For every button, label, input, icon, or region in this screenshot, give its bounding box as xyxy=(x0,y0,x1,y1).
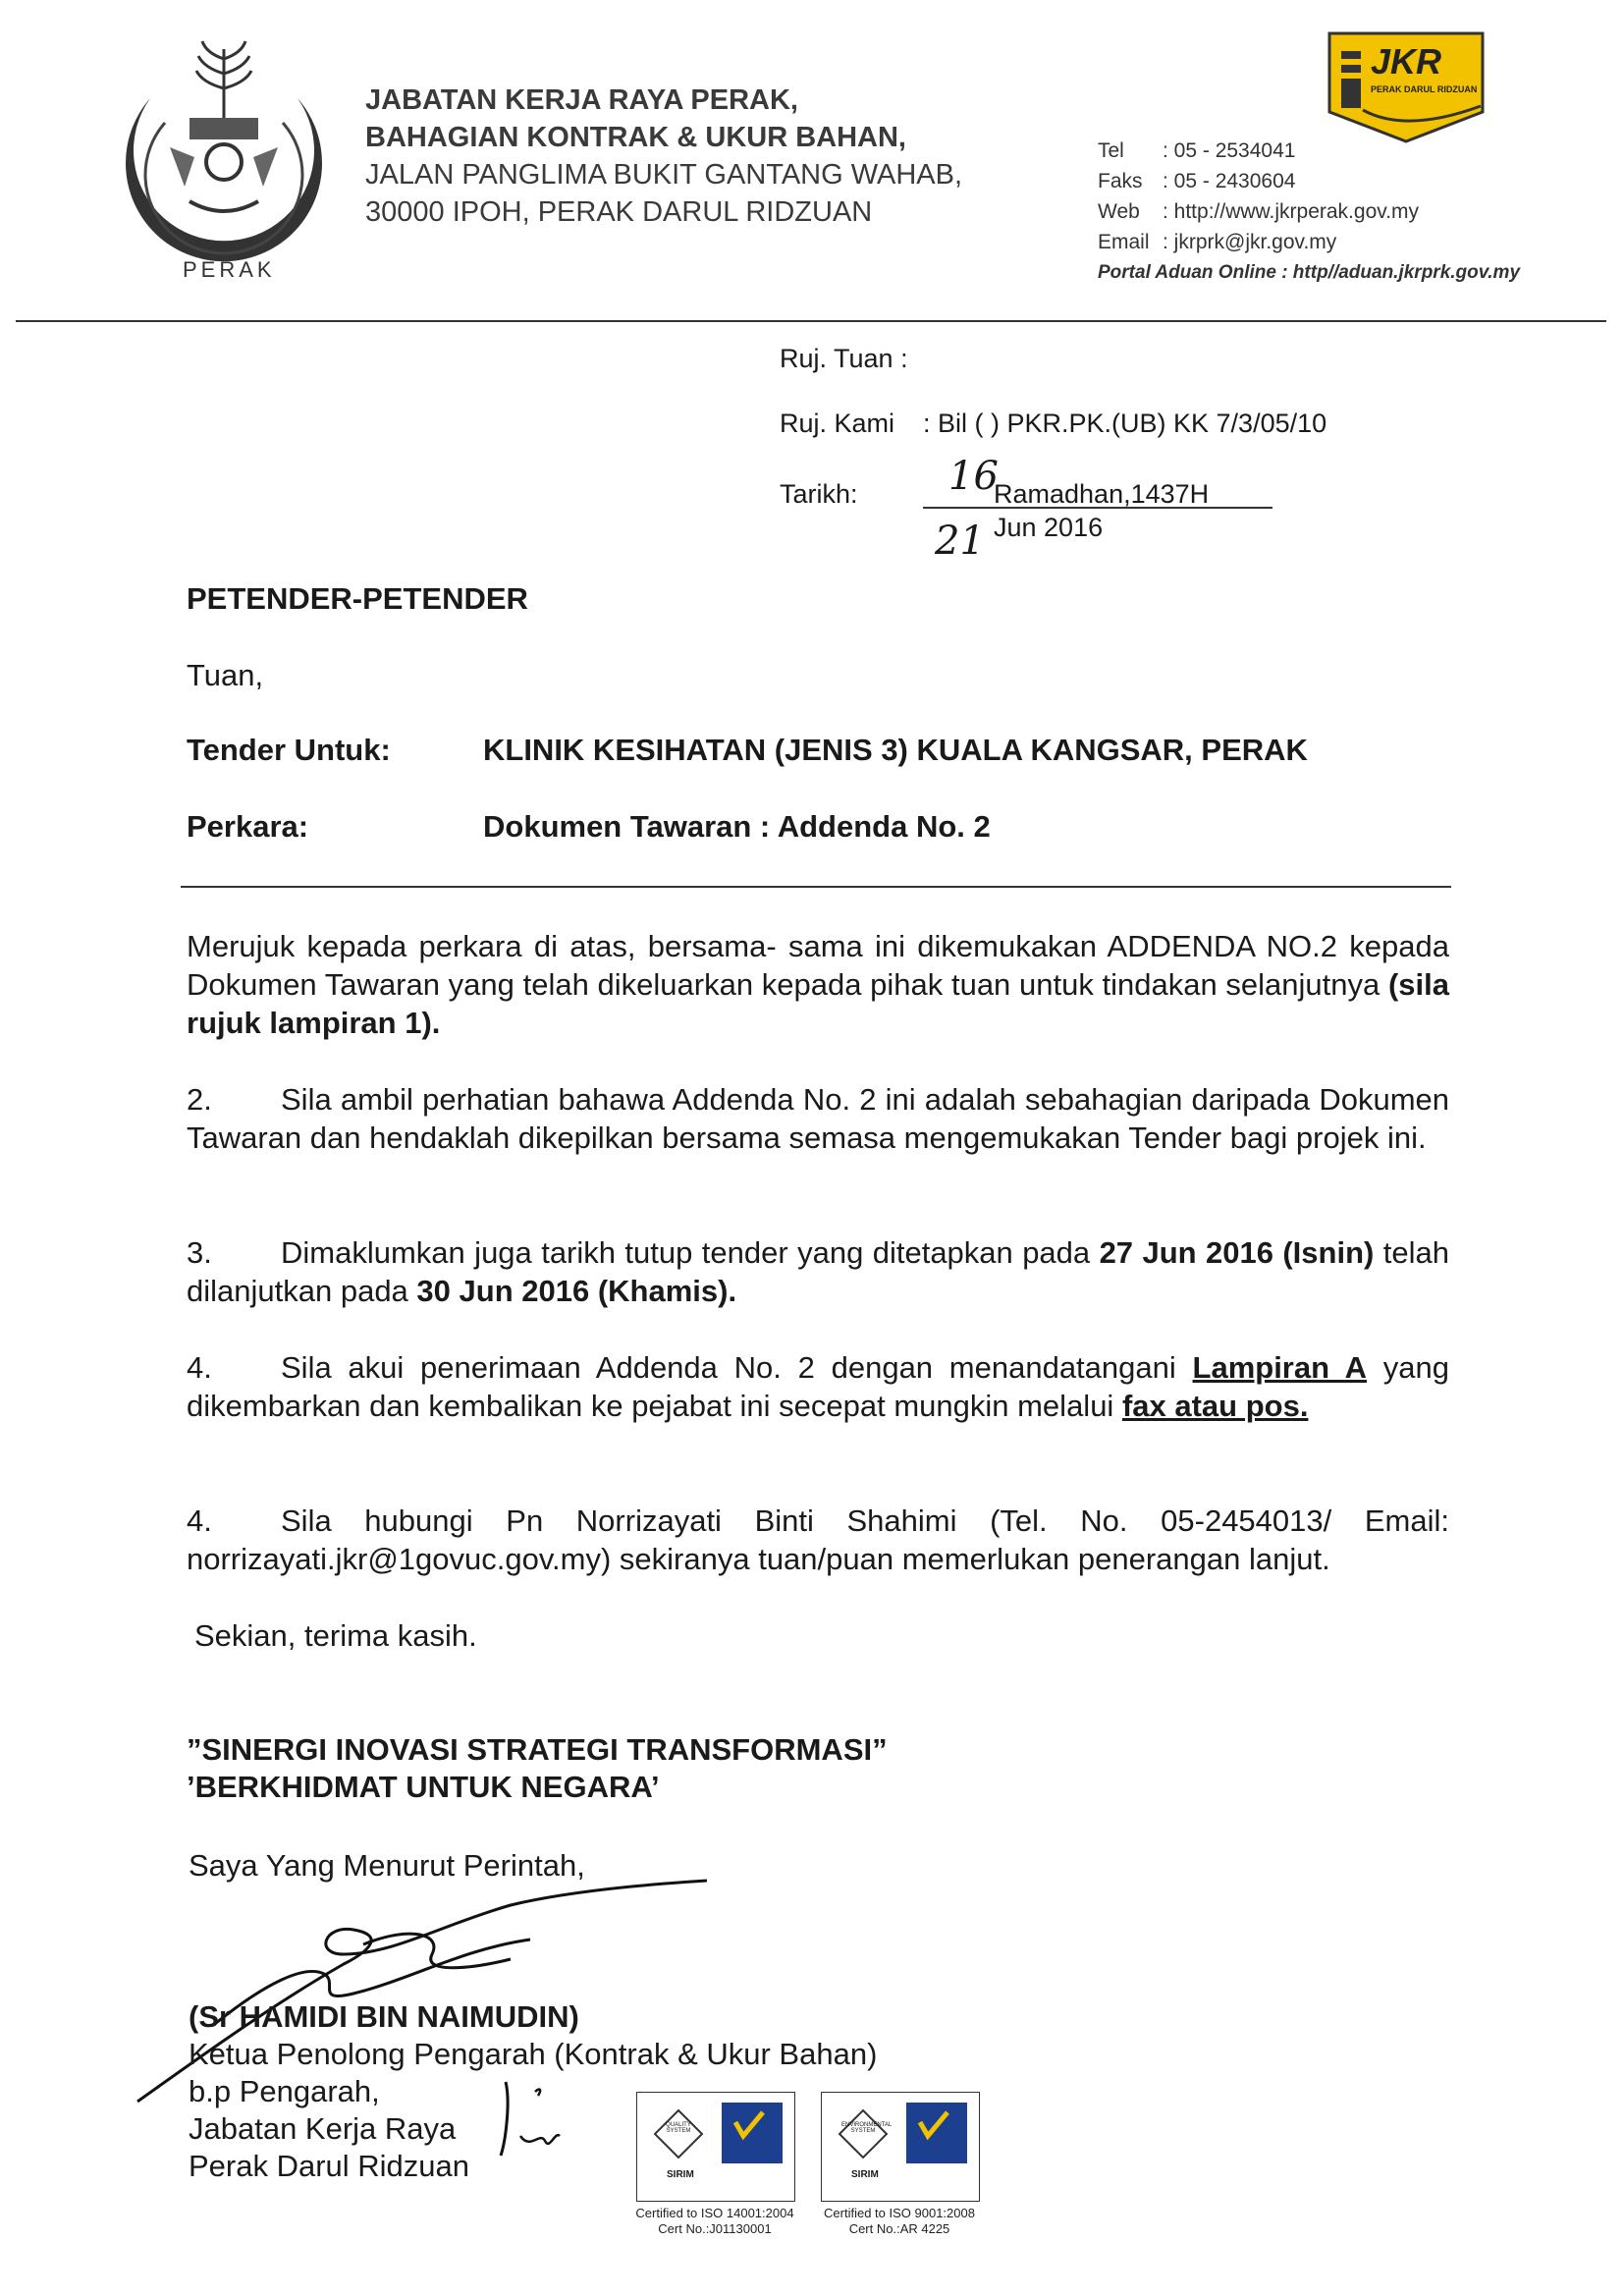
agency-street-line: JALAN PANGLIMA BUKIT GANTANG WAHAB, xyxy=(365,159,963,191)
contact-web-label: Web xyxy=(1098,200,1140,223)
paragraph-4-lampiran: Lampiran A xyxy=(1192,1350,1368,1385)
contact-tel-value: : 05 - 2534041 xyxy=(1163,139,1296,162)
sirim-iso14001-badge xyxy=(636,2092,795,2202)
agency-division-line: BAHAGIAN KONTRAK & UKUR BAHAN, xyxy=(365,122,906,153)
hijri-date: Ramadhan,1437H xyxy=(994,479,1210,509)
paragraph-3-text-a: Dimaklumkan juga tarikh tutup tender yang ditetapkan pada xyxy=(281,1235,1100,1270)
signer-title: Ketua Penolong Pengarah (Kontrak & Ukur Bahan) xyxy=(189,2037,878,2071)
paragraph-4-text-b: yang dikembarkan dan kembalikan ke pejabat ini secepat mungkin melalui xyxy=(187,1350,1449,1423)
paragraph-3-number: 3. xyxy=(187,1235,212,1270)
paragraph-3-closing-date: 27 Jun 2016 (Isnin) xyxy=(1099,1235,1375,1270)
cert-1-number: Cert No.:J01130001 xyxy=(658,2221,772,2236)
contact-email-label: Email xyxy=(1098,231,1150,253)
contact-fax-value: : 05 - 2430604 xyxy=(1163,170,1296,192)
salutation: Tuan, xyxy=(187,658,264,692)
ruj-kami-label: Ruj. Kami xyxy=(780,409,895,438)
header-divider xyxy=(16,320,1606,322)
paragraph-4-number: 4. xyxy=(187,1350,212,1385)
badge-1-label: QUALITY SYSTEM xyxy=(666,2122,691,2134)
agency-name-line: JABATAN KERJA RAYA PERAK, xyxy=(365,84,798,116)
closing: Sekian, terima kasih. xyxy=(194,1618,477,1653)
cert-2-standard: Certified to ISO 9001:2008 xyxy=(824,2206,975,2220)
tender-label: Tender Untuk: xyxy=(187,733,391,767)
perak-crest-logo xyxy=(106,29,342,300)
greg-day-handwritten: 21 xyxy=(935,519,985,564)
ruj-tuan: Ruj. Tuan : xyxy=(780,344,908,373)
paragraph-2 xyxy=(187,1080,1449,1157)
hijri-day-handwritten: 16 xyxy=(948,454,999,499)
signer-state: Perak Darul Ridzuan xyxy=(189,2149,470,2183)
badge-2-label: ENVIRONMENTAL SYSTEM xyxy=(841,2122,893,2134)
tarikh-label: Tarikh: xyxy=(780,479,858,509)
contact-tel xyxy=(1098,136,1295,166)
cert-2-number: Cert No.:AR 4225 xyxy=(848,2221,950,2236)
paragraph-1-text: Merujuk kepada perkara di atas, bersama- sama ini dikemukakan ADDENDA NO.2 kepada Dokumen Tawaran yang telah dikeluarkan kepada pihak tuan untuk tindakan selanjutnya xyxy=(187,929,1449,1002)
slogan-2: ’BERKHIDMAT UNTUK NEGARA’ xyxy=(187,1770,660,1804)
contact-email-value[interactable]: : jkrprk@jkr.gov.my xyxy=(1163,231,1337,253)
paragraph-5-text: Sila hubungi Pn Norrizayati Binti Shahimi (Tel. No. 05-2454013/ Email: norrizayati.jkr@1govuc.gov.my) sekiranya tuan/puan memerlukan penerangan lanjut. xyxy=(187,1503,1449,1576)
crest-label: PERAK xyxy=(183,257,276,282)
jkr-logo-subtext: PERAK DARUL RIDZUAN xyxy=(1371,84,1478,94)
contact-fax-label: Faks xyxy=(1098,170,1143,192)
paragraph-4 xyxy=(187,1348,1449,1425)
paragraph-5-number: 4. xyxy=(187,1503,212,1538)
cert-2-caption xyxy=(801,2206,998,2237)
contact-web xyxy=(1098,196,1419,227)
contact-email xyxy=(1098,227,1336,257)
jkr-logo xyxy=(1324,29,1489,145)
agency-city-line: 30000 IPOH, PERAK DARUL RIDZUAN xyxy=(365,196,873,228)
cert-1-standard: Certified to ISO 14001:2004 xyxy=(635,2206,794,2220)
paragraph-2-text: Sila ambil perhatian bahawa Addenda No. 2 ini adalah sebahagian daripada Dokumen Tawaran dan hendaklah dikepilkan bersama semasa mengemukakan Tender bagi projek ini. xyxy=(187,1082,1449,1155)
signer-dept: Jabatan Kerja Raya xyxy=(189,2111,457,2146)
signer-name: (Sr HAMIDI BIN NAIMUDIN) xyxy=(189,1999,579,2034)
paragraph-3-extended-date: 30 Jun 2016 (Khamis). xyxy=(416,1274,737,1308)
portal-aduan-link[interactable]: Portal Aduan Online : http//aduan.jkrprk.gov.my xyxy=(1098,262,1521,283)
addressee: PETENDER-PETENDER xyxy=(187,581,528,616)
paragraph-1 xyxy=(187,927,1449,1042)
badge-2-brand: SIRIM xyxy=(851,2169,879,2180)
paragraph-1-bold: (sila rujuk lampiran 1). xyxy=(187,967,1449,1040)
paragraph-2-number: 2. xyxy=(187,1082,212,1117)
subject-divider xyxy=(181,886,1451,888)
paragraph-5 xyxy=(187,1502,1449,1578)
contact-fax xyxy=(1098,166,1295,196)
tender-value: KLINIK KESIHATAN (JENIS 3) KUALA KANGSAR, PERAK xyxy=(483,733,1308,767)
badge-1-brand: SIRIM xyxy=(667,2169,694,2180)
ruj-kami-value: : Bil ( ) PKR.PK.(UB) KK 7/3/05/10 xyxy=(923,409,1327,438)
perkara-label: Perkara: xyxy=(187,809,309,844)
paragraph-3 xyxy=(187,1233,1449,1310)
slogan-1: ”SINERGI INOVASI STRATEGI TRANSFORMASI” xyxy=(187,1732,888,1767)
sign-intro: Saya Yang Menurut Perintah, xyxy=(189,1848,585,1883)
contact-tel-label: Tel xyxy=(1098,139,1124,162)
contact-web-value[interactable]: : http://www.jkrperak.gov.my xyxy=(1163,200,1420,223)
paragraph-4-text-a: Sila akui penerimaan Addenda No. 2 dengan menandatangani xyxy=(281,1350,1193,1385)
perkara-value: Dokumen Tawaran : Addenda No. 2 xyxy=(483,809,991,844)
paragraph-3-text-b: telah dilanjutkan pada xyxy=(187,1235,1449,1308)
jkr-logo-text: JKR xyxy=(1371,41,1442,82)
cert-1-caption xyxy=(617,2206,813,2237)
greg-date: Jun 2016 xyxy=(994,513,1104,542)
signer-bp: b.p Pengarah, xyxy=(189,2074,380,2108)
date-underline xyxy=(923,507,1272,509)
sirim-iso9001-badge xyxy=(821,2092,980,2202)
paragraph-4-fax-pos: fax atau pos. xyxy=(1121,1389,1309,1423)
